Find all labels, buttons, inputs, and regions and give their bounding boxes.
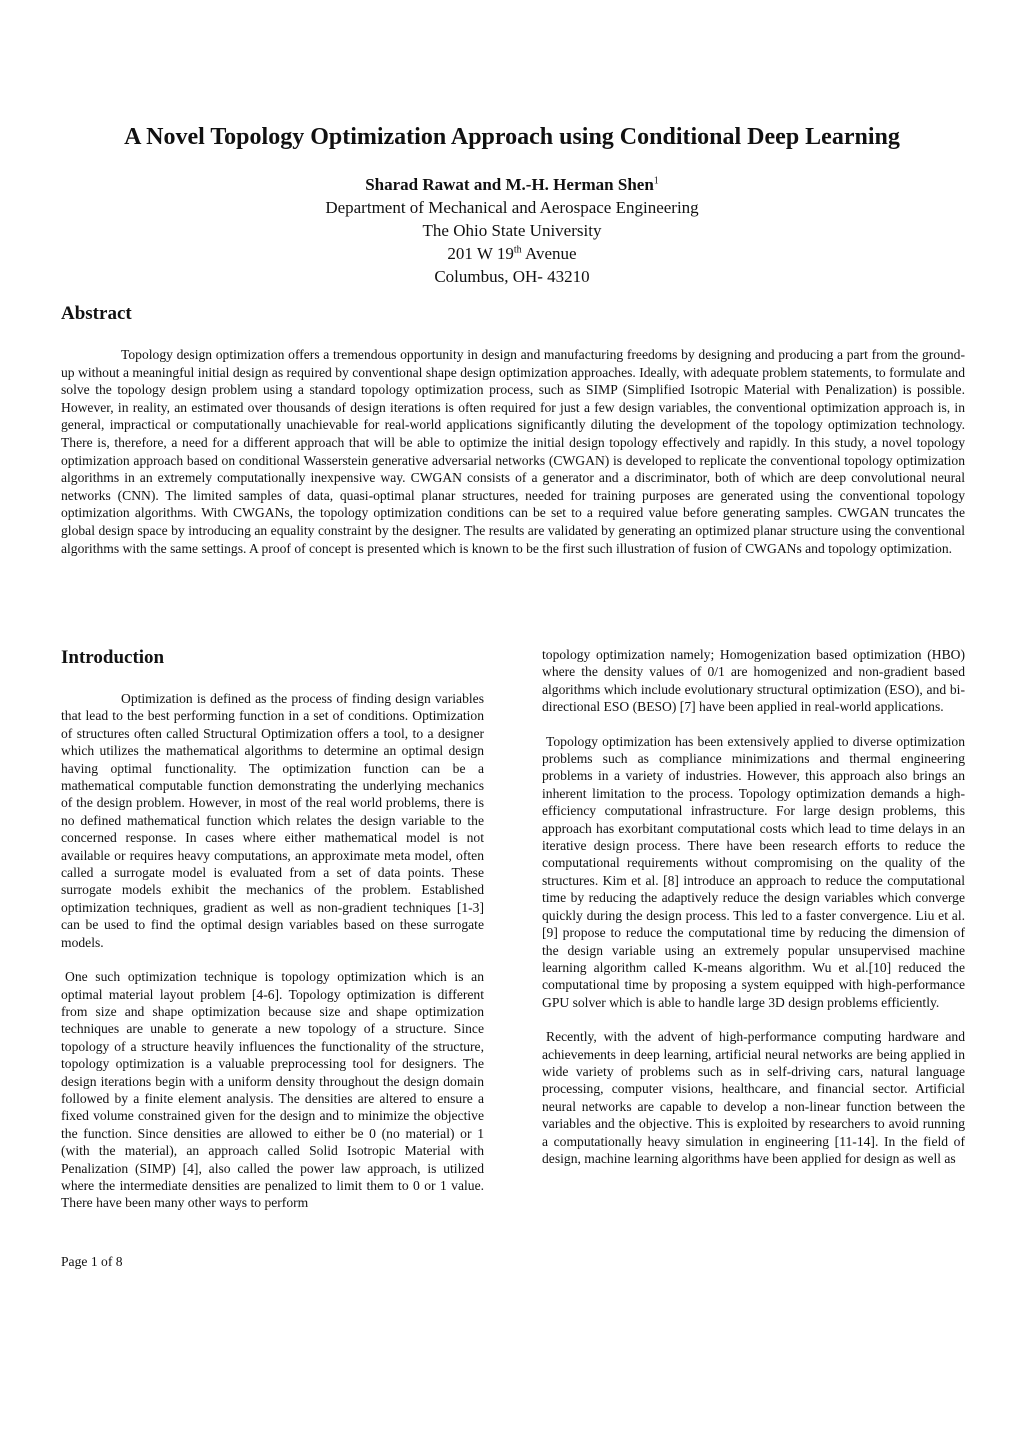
author-department: Department of Mechanical and Aerospace Engineering bbox=[325, 198, 699, 217]
author-address bbox=[0, 242, 1024, 265]
introduction-heading: Introduction bbox=[61, 647, 165, 668]
left-column bbox=[61, 646, 484, 1229]
author-city: Columbus, OH- 43210 bbox=[434, 267, 590, 286]
body-paragraph: One such optimization technique is topology optimization which is an optimal material layout problem [4-6]. Topology optimization is different from size and shape optimization because size and shape optimization techniques are unable to generate a new topology of a structure. Since topology of a structure heavily influences the functionality of the structure, topology optimization is a valuable preprocessing tool for designers. The design iterations begin with a uniform density throughout the design domain followed by a finite element analysis. The densities are altered to ensure a fixed volume constrained given for the design and to minimize the objective the function. Since densities are allowed to either be 0 (no material) or 1 (with the material), an approach called Solid Isotropic Material with Penalization (SIMP) [4], also called the power law approach, is utilized where the intermediate densities are penalized to limit them to 0 or 1 value. There have been many other ways to perform bbox=[61, 969, 484, 1211]
paper-title: A Novel Topology Optimization Approach using Conditional Deep Learning bbox=[124, 124, 900, 150]
abstract-text: Topology design optimization offers a tremendous opportunity in design and manufacturing freedoms by designing and producing a part from the ground-up without a meaningful initial design as required by conventional shape design optimization approaches. Ideally, with adequate problem statements, to formulate and solve the topology design problem using a standard topology optimization process, such as SIMP (Simplified Isotropic Material with Penalization) is possible. However, in reality, an estimated over thousands of design iterations is often required for just a few design variables, the conventional optimization approach is, in general, impractical or computationally unachievable for real-world applications significantly diluting the development of the topology optimization technology. There is, therefore, a need for a different approach that will be able to optimize the initial design topology effectively and rapidly. In this study, a novel topology optimization approach based on conditional Wasserstein generative adversarial networks (CWGAN) is developed to replicate the conventional topology optimization algorithms in an extremely computationally inexpensive way. CWGAN consists of a generator and a discriminator, both of which are deep convolutional neural networks (CNN). The limited samples of data, quasi-optimal planar structures, needed for training purposes are generated using the conventional topology optimization algorithms. With CWGANs, the topology optimization conditions can be set to a required value before generating samples. CWGAN truncates the global design space by introducing an equality constraint by the designer. The results are validated by generating an optimized planar structure using the conventional algorithms with the same settings. A proof of concept is presented which is known to be the first such illustration of fusion of CWGANs and topology optimization. bbox=[61, 347, 965, 556]
body-paragraph: Topology optimization has been extensively applied to diverse optimization problems such as compliance minimizations and thermal engineering problems in a variety of industries. However, this approach also brings an inherent limitation to the process. Topology optimization demands a high-efficiency computational infrastructure. For large design problems, this approach has exorbitant computational costs which lead to time delays in an iterative design process. There have been research efforts to reduce the computational requirements without compromising on the quality of the structures. Kim et al. [8] introduce an approach to reduce the computational time by reducing the adaptively reduce the design variables which converge quickly during the design process. This led to a faster convergence. Liu et al. [9] propose to reduce the computational time by reducing the dimension of the design variable using an extremely popular unsupervised machine learning algorithm called K-means algorithm. Wu et al.[10] reduced the computational time by proposing a system equipped with high-performance GPU solver which is able to handle large 3D design problems efficiently. bbox=[542, 733, 965, 1010]
body-paragraph: Optimization is defined as the process of finding design variables that lead to the best performing function in a set of conditions. Optimization of structures often called Structural Optimization offers a tool, to a designer which utilizes the mathematical algorithms to determine an optimal design having optimal functionality. The optimization function can be a mathematical computable function demonstrating the underlying mechanics of the design problem. However, in most of the real world problems, there is no defined mathematical function which relates the design variable to the concerned response. In cases where either mathematical model is not available or requires heavy computations, an approximate meta model, often called a surrogate model is evaluated from a set of data points. These surrogate models exhibit the mechanics of the problem. Established optimization techniques, gradient as well as non-gradient techniques [1-3] can be used to find the optimal design variables based on these surrogate models. bbox=[61, 691, 484, 950]
abstract-heading: Abstract bbox=[61, 303, 132, 324]
author-university: The Ohio State University bbox=[422, 221, 602, 240]
address-avenue: Avenue bbox=[521, 244, 577, 263]
address-street: 201 W 19 bbox=[447, 244, 514, 263]
body-paragraph: topology optimization namely; Homogenization based optimization (HBO) where the density values of 0/1 are homogenized and non-gradient based algorithms which include evolutionary structural optimization (ESO), and bi-directional ESO (BESO) [7] have been applied in real-world applications. bbox=[542, 647, 965, 715]
body-paragraph: Recently, with the advent of high-performance computing hardware and achievements in deep learning, artificial neural networks are being applied in wide variety of problems such as in self-driving cars, natural language processing, computer visions, healthcare, and financial sector. Artificial neural networks are capable to develop a non-linear function between the variables and the objective. This is exploited by researchers to avoid running a computationally heavy simulation in engineering [11-14]. In the field of design, machine learning algorithms have been applied for design as well as bbox=[542, 1029, 965, 1166]
address-ordinal: th bbox=[513, 244, 522, 256]
author-names: Sharad Rawat and M.-H. Herman Shen bbox=[365, 175, 654, 194]
right-column bbox=[542, 646, 965, 1184]
author-names-line bbox=[0, 173, 1024, 196]
author-block bbox=[0, 173, 1024, 288]
author-footnote-mark: 1 bbox=[653, 175, 659, 187]
page-number: Page 1 of 8 bbox=[61, 1254, 123, 1269]
